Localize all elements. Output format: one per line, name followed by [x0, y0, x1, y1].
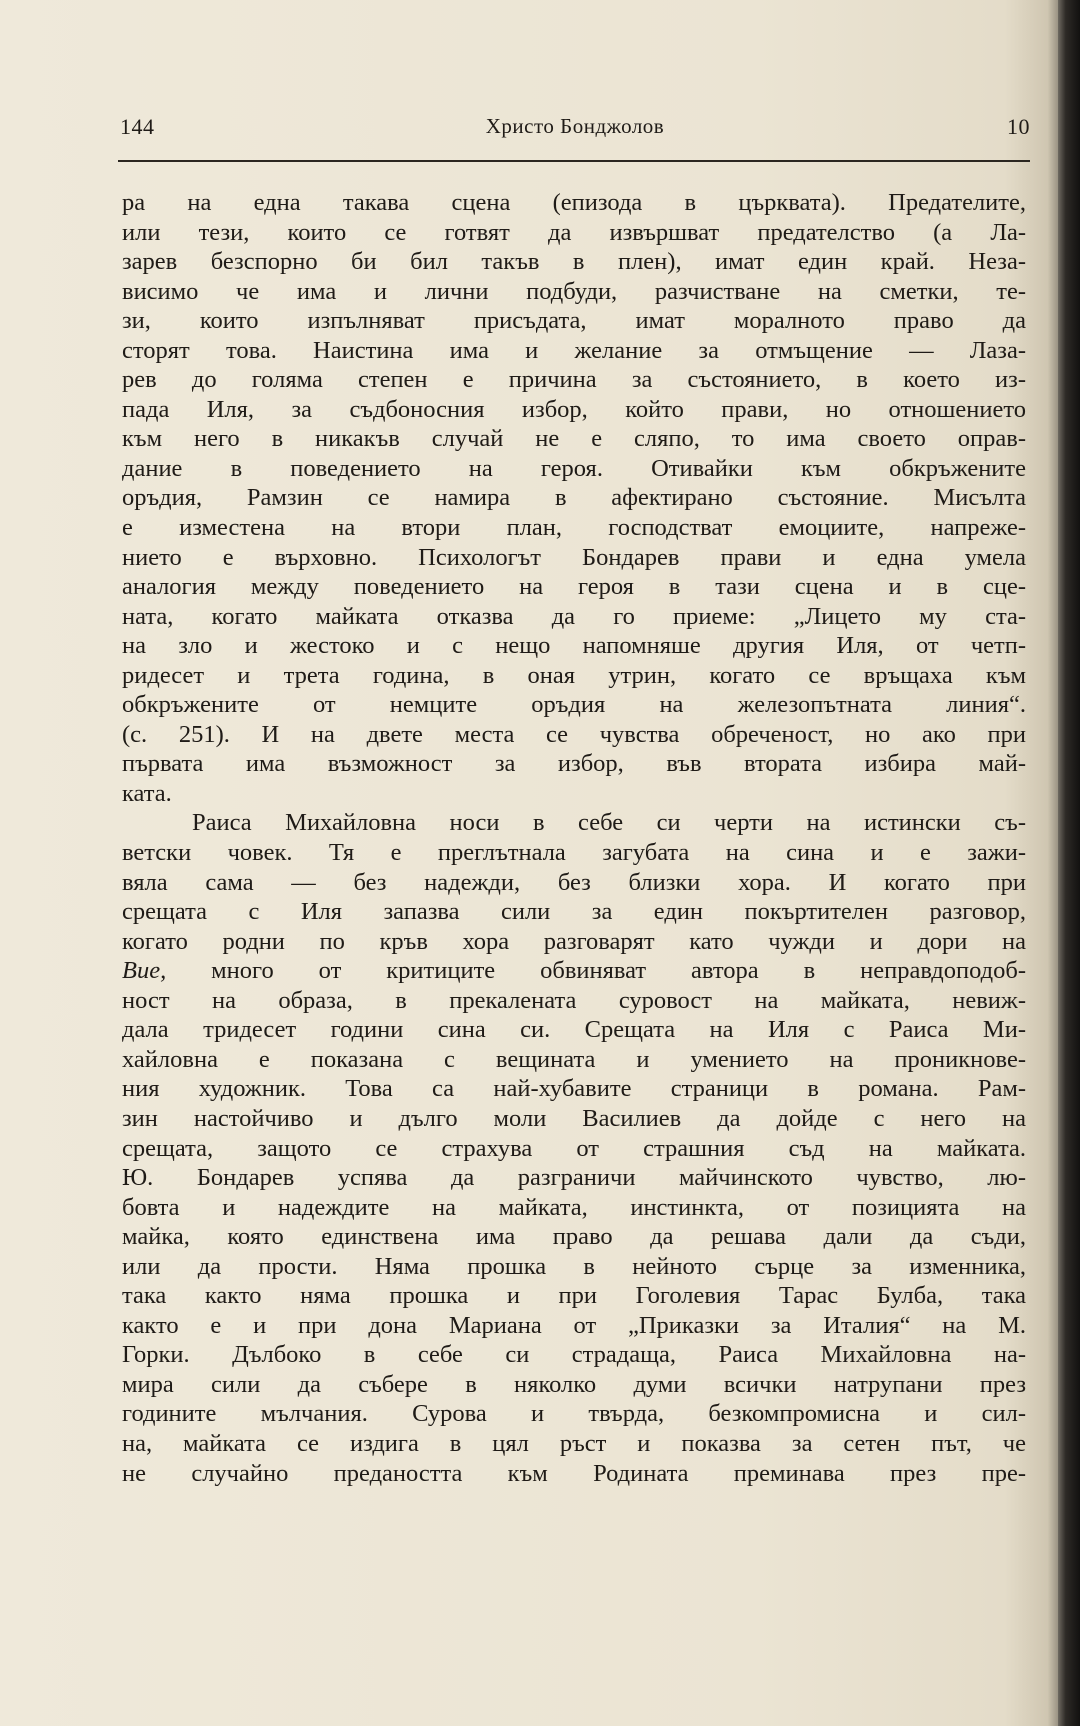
running-title: Христо Бонджолов [485, 114, 665, 138]
text-line: нието е върховно. Психологът Бондарев прави и една умела [122, 543, 1026, 571]
text-line: сторят това. Наистина има и желание за отмъщение — Лаза- [122, 336, 1026, 364]
text-line: рев до голяма степен е причина за състоянието, в което из- [122, 366, 1026, 394]
text-line: срещата с Иля запазва сили за един покъртителен разговор, [122, 898, 1026, 926]
text-line: ния художник. Това са най-хубавите страници в романа. Рам- [122, 1075, 1026, 1103]
text-line: Горки. Дълбоко в себе си страдаща, Раиса Михайловна на- [122, 1341, 1026, 1369]
text-line: пада Иля, за съдбоносния избор, който прави, но отношението [122, 395, 1026, 423]
text-line: на зло и жестоко и с нещо напомняше другия Иля, от четп- [122, 632, 1026, 660]
text-line: ната, когато майката отказва да го приеме: „Лицето му ста- [122, 602, 1026, 630]
text-line: бовта и надеждите на майката, инстинкта, от позицията на [122, 1193, 1026, 1221]
text-line: ра на една такава сцена (епизода в църквата). Предателите, [122, 189, 1026, 216]
chapter-number: 10 [1007, 114, 1030, 139]
text-line: или тези, които се готвят да извършват предателство (а Ла- [122, 218, 1026, 246]
text-line: срещата, защото се страхува от страшния съд на майката. [122, 1134, 1026, 1162]
header-rule [118, 160, 1030, 162]
text-line: ветски човек. Тя е преглътнала загубата на сина и е зажи- [122, 839, 1026, 867]
text-line: аналогия между поведението на героя в тази сцена и в сце- [122, 573, 1026, 601]
text-line: ридесет и трета година, в оная утрин, когато се връщаха към [122, 661, 1026, 689]
text-line: първата има възможност за избор, във втората избира май- [122, 750, 1026, 778]
text-line: обкръжените от немците оръдия на железопътната линия“. [122, 691, 1026, 719]
italic-word: Вие, [122, 957, 167, 985]
page-number: 144 [120, 114, 155, 139]
text-line: ност на образа, в прекалената суровост на майката, невиж- [122, 986, 1026, 1014]
text-line: висимо че има и лични подбуди, разчистване на сметки, те- [122, 277, 1026, 305]
text-line: е изместена на втори план, господстват емоциите, напреже- [122, 514, 1026, 542]
text-line: зин настойчиво и дълго моли Василиев да дойде с него на [122, 1104, 1026, 1132]
text-line: на, майката се издига в цял ръст и показва за сетен път, че [122, 1429, 1026, 1457]
text-line: мира сили да събере в няколко думи всички натрупани през [122, 1370, 1026, 1398]
text-line: вяла сама — без надежди, без близки хора. И когато при [122, 868, 1026, 896]
text-line: Ю. Бондарев успява да разграничи майчинското чувство, лю- [122, 1164, 1026, 1192]
text-line-with-italic [122, 956, 1026, 986]
body-text [122, 188, 1026, 1488]
text-line: (с. 251). И на двете места се чувства обреченост, но ако при [122, 720, 1026, 748]
text-line: както е и при дона Мариана от „Приказки за Италия“ на М. [122, 1311, 1026, 1339]
text-line: дание в поведението на героя. Отивайки към обкръжените [122, 454, 1026, 482]
text-line: дала тридесет години сина си. Срещата на Иля с Раиса Ми- [122, 1016, 1026, 1044]
text-line: или да прости. Няма прошка в нейното сърце за изменника, [122, 1252, 1026, 1280]
text-line: хайловна е показана с вещината и умението на проникнове- [122, 1045, 1026, 1073]
paragraph-first-line: Раиса Михайловна носи в себе си черти на истински съ- [192, 809, 1026, 837]
text-line-rest: много от критиците обвиняват автора в неправдоподоб- [166, 957, 1026, 985]
book-spine-edge [1058, 0, 1080, 1726]
text-line: не случайно предаността към Родината преминава през пре- [122, 1459, 1026, 1487]
text-line: когато родни по кръв хора разговарят като чужди и дори на [122, 927, 1026, 955]
text-line: така както няма прошка и при Гоголевия Тарас Булба, така [122, 1282, 1026, 1310]
text-line: майка, която единствена има право да решава дали да съди, [122, 1223, 1026, 1251]
paragraph-end-line: ката. [122, 779, 172, 807]
text-line: оръдия, Рамзин се намира в афектирано състояние. Мисълта [122, 484, 1026, 512]
text-line: към него в никакъв случай не е сляпо, то има своето оправ- [122, 425, 1026, 453]
text-line: зи, които изпълняват присъдата, имат моралното право да [122, 307, 1026, 335]
running-header [120, 114, 1030, 148]
text-line: зарев безспорно би бил такъв в плен), имат един край. Неза- [122, 248, 1026, 276]
text-line: годините мълчания. Сурова и твърда, безкомпромисна и сил- [122, 1400, 1026, 1428]
